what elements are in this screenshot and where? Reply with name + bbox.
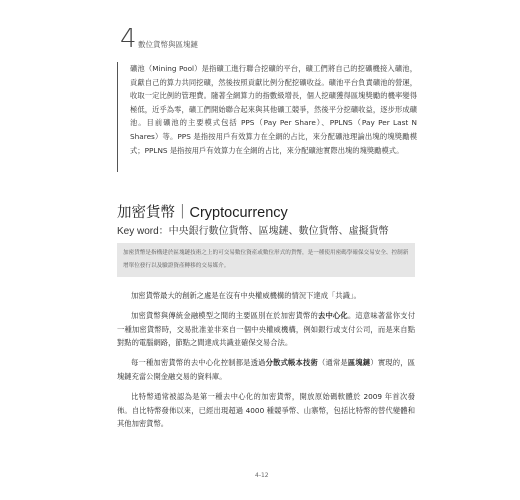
p2-emphasis: 去中心化 xyxy=(317,311,348,320)
section-title xyxy=(117,201,288,222)
definition-text: 加密貨幣是指構建於區塊鏈技術之上的可交易數位資產或數位形式的貨幣，是一種使用密碼學確保交易安全、控制新增單位發行以及驗證資產轉移的交易媒介。 xyxy=(123,250,409,269)
paragraph-4: 比特幣通常被認為是第一種去中心化的加密貨幣，開放原始碼軟體於 2009 年首次發佈。自比特幣發佈以來，已經出現超過 4000 種競爭幣、山寨幣，包括比特幣的替代變體和其他加密貨幣。 xyxy=(117,392,415,429)
p3-emphasis-2: 區塊鏈 xyxy=(347,358,371,367)
p3-emphasis-1: 分散式帳本技術 xyxy=(265,358,318,367)
mining-pool-quote xyxy=(117,62,417,172)
paragraph-3 xyxy=(117,356,415,383)
chapter-number: 4 xyxy=(120,24,137,54)
p2-text-a: 加密貨幣與傳統金融模型之間的主要區別在於加密貨幣的 xyxy=(131,311,318,320)
p2-text-c: 。這意味著當你支付一種加密貨幣時，交易批准並非來自一個中央權威機構，例如銀行或支付公司，而是來自點對點的電腦網路，節點之間達成共識並確保交易合法。 xyxy=(117,311,416,348)
chapter-title: 數位貨幣與區塊鏈 xyxy=(138,40,198,49)
section-title-en: Cryptocurrency xyxy=(189,205,288,221)
p3-text-e: ）實現的，區塊鏈充當公開金融交易的資料庫。 xyxy=(117,358,416,381)
paragraph-1: 加密貨幣最大的創新之處是在沒有中央權威機構的情況下達成「共識」。 xyxy=(131,291,361,300)
section-title-separator: ｜ xyxy=(175,205,190,221)
quote-text: 礦池（Mining Pool）是指礦工進行聯合挖礦的平台，礦工們將自己的挖礦機接入礦池，貢獻自己的算力共同挖礦，然後按照貢獻比例分配挖礦收益。礦池平台負責礦池的營運，收取一定比例的管理費。隨著全網算力的指數級增長，個人挖礦獲得區塊獎勵的機率變得極低，近乎為零，礦工們開始聯合起來與其他礦工競爭，然後平分挖礦收益，逐步形成礦池。目前礦池的主要模式包括 PPS（Pay Per Share）、PPLNS（Pay Per Last N Shares）等。PPS 是指按用戶有效算力在全網的占比，來分配礦池理論出塊的塊獎勵模式；PPLNS 是指按用戶有效算力在全網的占比，來分配礦池實際出塊的塊獎勵模式。 xyxy=(130,64,417,155)
paragraph-2 xyxy=(117,309,415,350)
p3-text-c: （通常是 xyxy=(317,358,348,367)
page-number: 4-12 xyxy=(255,472,269,479)
keyword-line: Key word：中央銀行數位貨幣、區塊鏈、數位貨幣、虛擬貨幣 xyxy=(117,226,389,237)
p3-text-a: 每一種加密貨幣的去中心化控制都是透過 xyxy=(131,358,266,367)
definition-box xyxy=(117,243,415,277)
section-title-zh: 加密貨幣 xyxy=(117,205,175,221)
